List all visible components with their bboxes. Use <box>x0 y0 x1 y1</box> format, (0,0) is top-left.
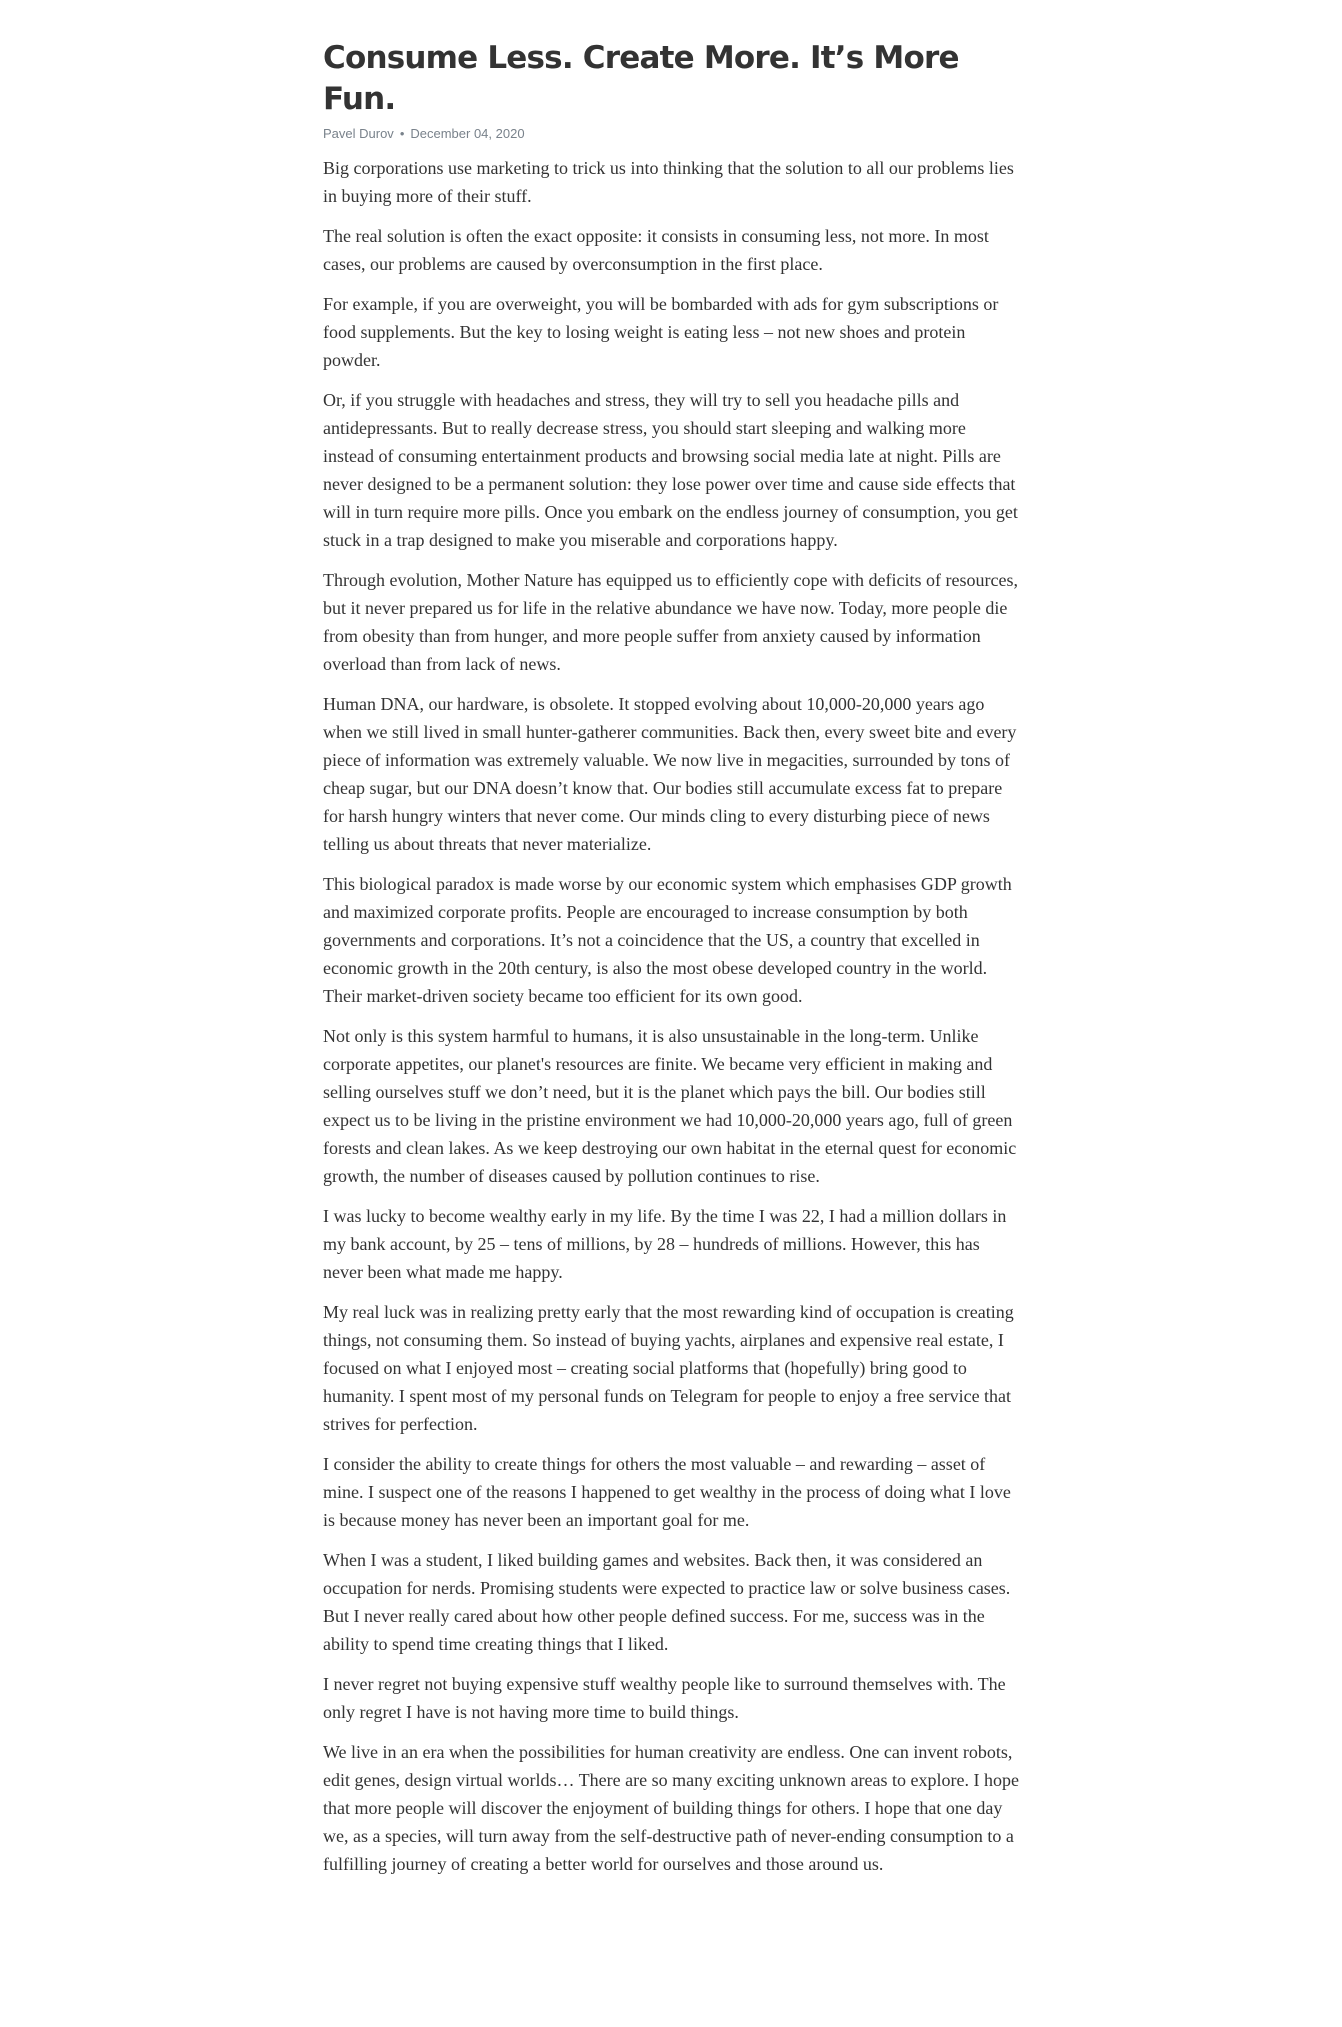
paragraph: I was lucky to become wealthy early in my life. By the time I was 22, I had a million dollars in my bank account, by 25 – tens of millions, by 28 – hundreds of millions. However, this has never been what made me happy. <box>323 1206 1007 1282</box>
paragraph: Through evolution, Mother Nature has equipped us to efficiently cope with deficits of resources, but it never prepared us for life in the relative abundance we have now. Today, more people die from obesity than from hunger, and more people suffer from anxiety caused by information overload than from lack of news. <box>323 570 1018 674</box>
paragraph: When I was a student, I liked building games and websites. Back then, it was considered an occupation for nerds. Promising students were expected to practice law or solve business cases. But I never really cared about how other people defined success. For me, success was in the ability to spend time creating things that I liked. <box>323 1550 1011 1654</box>
article-title: Consume Less. Create More. It’s More Fun. <box>323 40 959 117</box>
paragraph: For example, if you are overweight, you will be bombarded with ads for gym subscriptions or food supplements. But the key to losing weight is eating less – not new shoes and protein powder. <box>323 294 999 370</box>
paragraph: This biological paradox is made worse by our economic system which emphasises GDP growth and maximized corporate profits. People are encouraged to increase consumption by both governments and corporations. It’s not a coincidence that the US, a country that excelled in economic growth in the 20th century, is also the most obese developed country in the world. Their market-driven society became too efficient for its own good. <box>323 874 1012 1006</box>
paragraph: The real solution is often the exact opposite: it consists in consuming less, not more. In most cases, our problems are caused by overconsumption in the first place. <box>323 226 989 274</box>
article-meta <box>323 125 1019 143</box>
paragraph: I never regret not buying expensive stuff wealthy people like to surround themselves with. The only regret I have is not having more time to build things. <box>323 1674 1006 1722</box>
author-name: Pavel Durov <box>323 126 394 141</box>
article-body <box>323 154 1019 1878</box>
paragraph: We live in an era when the possibilities for human creativity are endless. One can invent robots, edit genes, design virtual worlds… There are so many exciting unknown areas to explore. I hope that more people will discover the enjoyment of building things for others. I hope that one day we, as a species, will turn away from the self-destructive path of never-ending consumption to a fulfilling journey of creating a better world for ourselves and those around us. <box>323 1742 1019 1874</box>
article <box>323 38 1019 1890</box>
publish-date: December 04, 2020 <box>410 126 525 141</box>
paragraph: Human DNA, our hardware, is obsolete. It stopped evolving about 10,000-20,000 years ago when we still lived in small hunter-gatherer communities. Back then, every sweet bite and every piece of information was extremely valuable. We now live in megacities, surrounded by tons of cheap sugar, but our DNA doesn’t know that. Our bodies still accumulate excess fat to prepare for harsh hungry winters that never come. Our minds cling to every disturbing piece of news telling us about threats that never materialize. <box>323 694 1017 854</box>
paragraph: Or, if you struggle with headaches and stress, they will try to sell you headache pills and antidepressants. But to really decrease stress, you should start sleeping and walking more instead of consuming entertainment products and browsing social media late at night. Pills are never designed to be a permanent solution: they lose power over time and cause side effects that will in turn require more pills. Once you embark on the endless journey of consumption, you get stuck in a trap designed to make you miserable and corporations happy. <box>323 390 1018 550</box>
paragraph: Big corporations use marketing to trick us into thinking that the solution to all our problems lies in buying more of their stuff. <box>323 158 1014 206</box>
paragraph: Not only is this system harmful to humans, it is also unsustainable in the long-term. Unlike corporate appetites, our planet's resources are finite. We became very efficient in making and selling ourselves stuff we don’t need, but it is the planet which pays the bill. Our bodies still expect us to be living in the pristine environment we had 10,000-20,000 years ago, full of green forests and clean lakes. As we keep destroying our own habitat in the eternal quest for economic growth, the number of diseases caused by pollution continues to rise. <box>323 1026 1017 1186</box>
paragraph: I consider the ability to create things for others the most valuable – and rewarding – asset of mine. I suspect one of the reasons I happened to get wealthy in the process of doing what I love is because money has never been an important goal for me. <box>323 1454 1011 1530</box>
paragraph: My real luck was in realizing pretty early that the most rewarding kind of occupation is creating things, not consuming them. So instead of buying yachts, airplanes and expensive real estate, I focused on what I enjoyed most – creating social platforms that (hopefully) bring good to humanity. I spent most of my personal funds on Telegram for people to enjoy a free service that strives for perfection. <box>323 1302 1014 1434</box>
meta-separator: • <box>399 126 405 141</box>
